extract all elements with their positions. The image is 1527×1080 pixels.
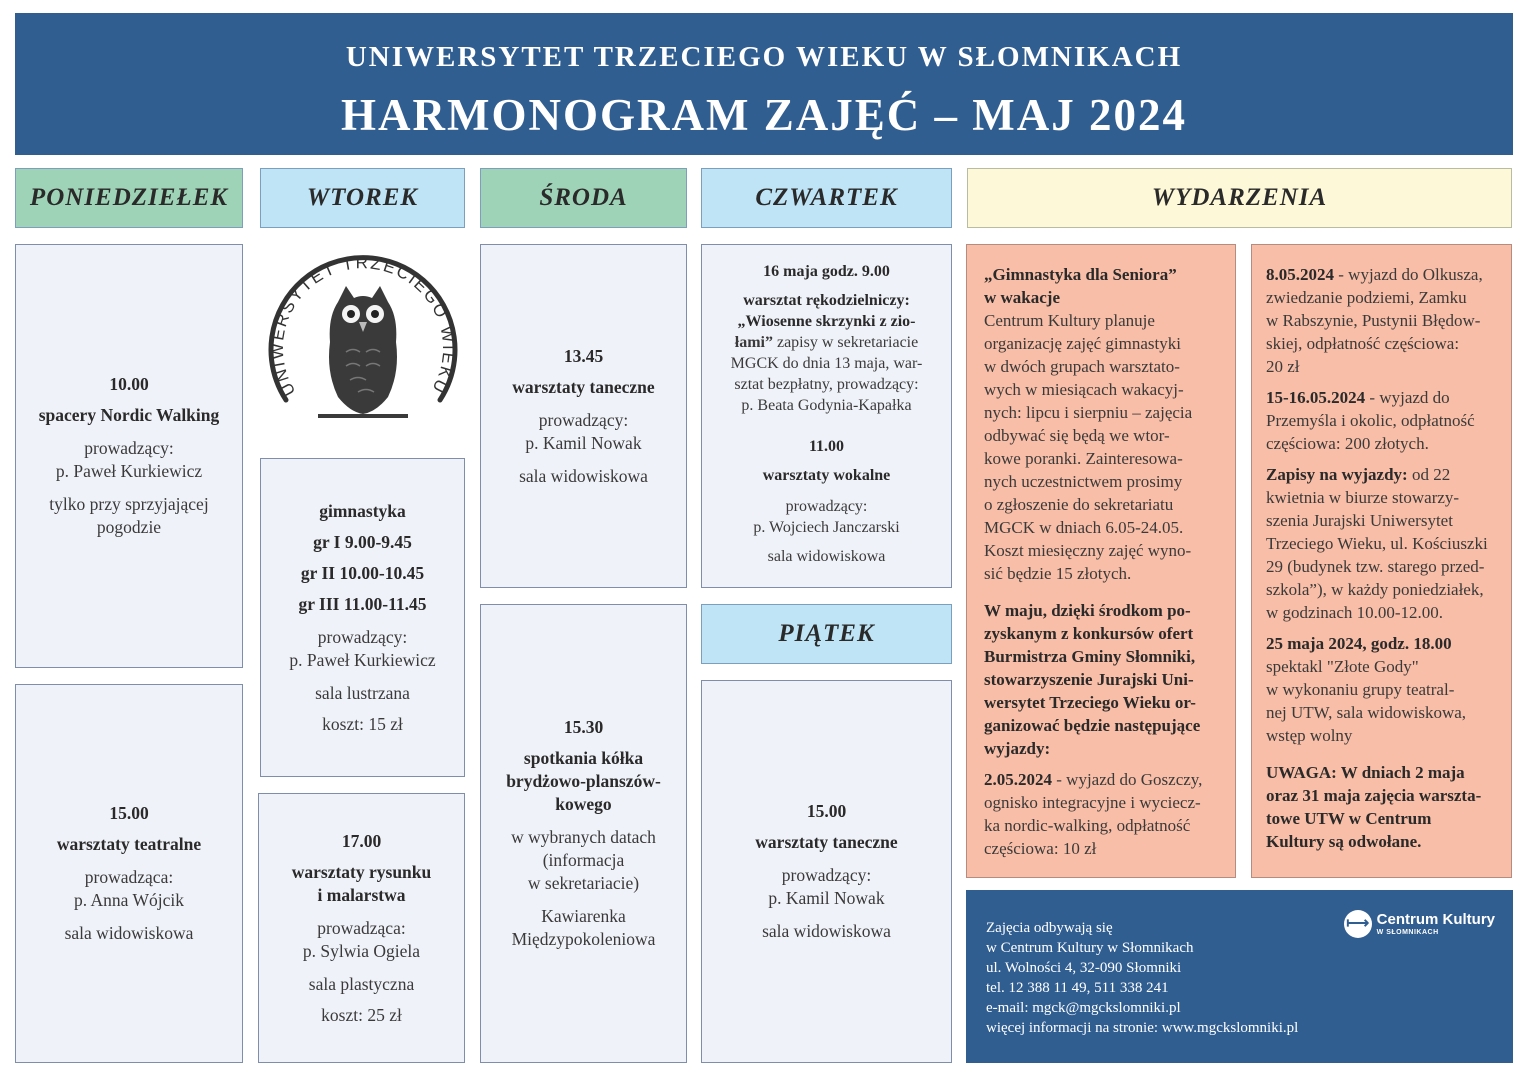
class-title: i malarstwa [317,884,406,905]
class-note: pogodzie [96,517,162,537]
class-time: 11.00 [808,438,845,455]
event-text-line: W maju, dzięki środkom po- [984,601,1191,620]
event-text-line: - wyjazd do Olkusza, [1334,265,1483,284]
instructor-name: p. Paweł Kurkiewicz [55,461,203,481]
day-header-friday: PIĄTEK [701,604,952,664]
monday-theatre-card [15,684,243,1063]
event-text-line: Centrum Kultury planuje [984,311,1155,330]
class-time: 17.00 [341,830,382,851]
instructor-label: prowadzący: [317,626,408,647]
class-time: 13.45 [563,345,604,366]
wednesday-dance-card [480,244,687,588]
instructor-name: p. Kamil Nowak [525,432,642,453]
event-text-line: w Rabszynie, Pustynii Błędow- [1266,311,1481,330]
event-text-line: nych: lipcu i sierpniu – zajęcia [984,403,1193,422]
event-text-line: Burmistrza Gminy Słomniki, [984,647,1196,666]
instructor-name: p. Kamil Nowak [768,888,885,908]
class-title: brydżowo-planszów- [506,771,661,791]
class-description: MGCK do dnia 13 maja, war- [730,355,923,372]
group-time: gr III 11.00-11.45 [298,593,427,614]
class-room: sala widowiskowa [519,465,648,486]
contact-line: ul. Wolności 4, 32-090 Słomniki [986,960,1182,976]
event-text-line: w godzinach 10.00-12.00. [1266,603,1444,622]
class-note: w wybranych datach [511,827,656,847]
group-time: gr II 10.00-10.45 [300,562,425,583]
tuesday-gymnastics-card [260,458,465,777]
event-text-line: Przemyśla i okolic, odpłatność [1266,411,1475,430]
class-title: kowego [555,794,612,814]
event-text-line: Koszt miesięczny zajęć wyno- [984,541,1192,560]
event-text-line: stowarzyszenie Jurajski Uni- [984,670,1194,689]
event-text-line: wstęp wolny [1266,726,1353,745]
class-title: warsztaty taneczne [755,832,898,852]
header-org-name: UNIWERSYTET TRZECIEGO WIEKU W SŁOMNIKACH [345,41,1183,73]
class-description: sztat bezpłatny, prowadzący: [734,376,919,393]
instructor-label: prowadzący: [785,498,868,515]
event-text-line: szenia Jurajski Uniwersytet [1266,511,1453,530]
owl-icon [258,242,468,452]
centrum-kultury-logo-icon: ⟼ [1344,910,1372,938]
instructor-label: prowadzący: [538,409,629,430]
event-text-line: spektakl "Złote Gody" [1266,657,1419,676]
contact-line: Zajęcia odbywają się [986,920,1113,936]
class-title: warsztat rękodzielniczy: [743,292,910,309]
class-room: Kawiarenka [541,906,626,926]
event-date: 15-16.05.2024 [1266,388,1366,407]
instructor-label: prowadzący: [781,865,872,885]
class-room: Międzypokoleniowa [511,929,656,949]
event-text-line: Kultury są odwołane. [1266,832,1422,851]
event-text-line: kowe poranki. Zainteresowa- [984,449,1183,468]
event-text-line: od 22 [1407,465,1451,484]
event-text-line: częściowa: 10 zł [984,839,1097,858]
monday-nordic-walking-card [15,244,243,668]
class-title: warsztaty teatralne [56,834,202,854]
day-header-monday: PONIEDZIEŁEK [15,168,243,228]
event-text-line: towe UTW w Centrum [1266,809,1432,828]
event-date: 2.05.2024 [984,770,1052,789]
class-title: spotkania kółka [523,748,644,768]
event-text-line: szkola”), w każdy poniedziałek, [1266,580,1484,599]
class-description: łami” zapisy w sekretariacie [734,334,919,351]
class-time: 10.00 [109,374,149,394]
event-text-line: nej UTW, sala widowiskowa, [1266,703,1467,722]
class-cost: koszt: 25 zł [321,1004,402,1025]
class-title: spacery Nordic Walking [38,405,220,425]
class-room: sala widowiskowa [767,548,886,565]
instructor-name: p. Beata Godynia-Kapałka [741,397,912,414]
instructor-label: prowadząca: [317,917,406,938]
event-text-line: w dwóch grupach warsztato- [984,357,1180,376]
contact-line: e-mail: mgck@mgckslomniki.pl [986,1000,1181,1016]
class-time: 16 maja godz. 9.00 [763,263,890,280]
event-text-line: o zgłoszenie do sekretariatu [984,495,1174,514]
event-text-line: ka nordic-walking, odpłatność [984,816,1191,835]
day-header-wednesday: ŚRODA [480,168,687,228]
contact-line: w Centrum Kultury w Słomnikach [986,940,1194,956]
events-left-panel [966,244,1236,878]
event-trip [1266,386,1495,455]
event-text-line: częściowa: 200 złotych. [1266,434,1429,453]
friday-dance-card [701,680,952,1063]
event-text-line: ognisko integracyjne i wyciecz- [984,793,1201,812]
contact-footer [966,890,1513,1063]
event-text-line: organizację zajęć gimnastyki [984,334,1181,353]
class-room: sala widowiskowa [64,923,194,943]
utw-seal-logo [258,242,468,452]
event-text-line: wych w miesiącach wakacyj- [984,380,1184,399]
class-note: (informacja [542,850,625,870]
event-text-line: wyjazdy: [984,739,1051,758]
instructor-label: prowadzący: [84,438,174,458]
event-description [984,309,1219,585]
day-header-tuesday: WTOREK [260,168,465,228]
seal-text: UNIWERSYTET TRZECIEGO WIEKU [267,253,459,400]
event-text-line: MGCK w dniach 6.05-24.05. [984,518,1184,537]
event-text-line: zyskanym z konkursów ofert [984,624,1194,643]
event-text-line: - wyjazd do Goszczy, [1052,770,1203,789]
event-text-line: UWAGA: W dniach 2 maja [1266,763,1465,782]
class-note: w sekretariacie) [527,873,640,893]
event-text-line: 20 zł [1266,357,1300,376]
class-room: sala plastyczna [308,973,415,994]
class-title: warsztaty rysunku [291,861,432,882]
class-title: warsztaty taneczne [512,376,655,397]
event-title: w wakacje [984,288,1061,307]
event-trip [984,768,1219,860]
centrum-kultury-logo [1344,910,1495,938]
event-text-line: oraz 31 maja zajęcia warszta- [1266,786,1482,805]
instructor-name: p. Wojciech Janczarski [753,519,900,536]
event-registration [1266,463,1495,624]
event-trip [1266,263,1495,378]
event-text-line: Trzeciego Wieku, ul. Kościuszki [1266,534,1488,553]
event-label: Zapisy na wyjazdy: [1266,465,1408,484]
event-warning [1266,761,1495,853]
class-room: sala lustrzana [315,682,410,703]
event-text-line: 29 (budynek tzw. starego przed- [1266,557,1485,576]
events-right-panel [1251,244,1512,878]
contact-line: tel. 12 388 11 49, 511 338 241 [986,980,1169,996]
event-text-line: w wykonaniu grupy teatral- [1266,680,1455,699]
wednesday-bridge-card [480,604,687,1063]
class-room: sala widowiskowa [762,921,891,941]
logo-subtitle: W SŁOMNIKACH [1376,928,1439,936]
event-date: 8.05.2024 [1266,265,1334,284]
event-announcement [984,599,1219,760]
class-note: tylko przy sprzyjającej [49,494,209,514]
event-text-line: skiej, odpłatność częściowa: [1266,334,1460,353]
class-title: łami” [734,334,773,351]
event-date: 25 maja 2024, godz. 18.00 [1266,634,1452,653]
tuesday-drawing-card [258,793,465,1063]
class-time: 15.30 [563,717,604,737]
events-header: WYDARZENIA [967,168,1512,228]
day-header-thursday: CZWARTEK [701,168,952,228]
instructor-name: p. Anna Wójcik [73,890,184,910]
event-text-line: - wyjazd do [1365,388,1450,407]
class-title: warsztaty wokalne [762,467,891,484]
group-time: gr I 9.00-9.45 [313,531,412,552]
logo-name: Centrum Kultury [1376,910,1495,928]
contact-line: więcej informacji na stronie: www.mgckslomniki.pl [986,1020,1299,1036]
event-performance [1266,632,1495,747]
event-text-line: odbywać się będą we wtor- [984,426,1170,445]
thursday-card [701,244,952,588]
event-text-line: wersytet Trzeciego Wieku or- [984,693,1196,712]
class-time: 15.00 [806,801,847,821]
class-title: „Wiosenne skrzynki z zio- [737,313,916,330]
instructor-label: prowadząca: [84,867,174,887]
class-time: 15.00 [109,803,149,823]
event-text-line: sić będzie 15 złotych. [984,564,1132,583]
instructor-name: p. Paweł Kurkiewicz [289,649,436,670]
event-text-line: ganizować będzie następujące [984,716,1201,735]
instructor-name: p. Sylwia Ogiela [302,940,421,961]
page-header [15,13,1513,155]
event-text-line: kwietnia w biurze stowarzy- [1266,488,1460,507]
event-text-line: nych uczestnictwem prosimy [984,472,1183,491]
class-cost: koszt: 15 zł [322,713,403,734]
event-title: „Gimnastyka dla Seniora” [984,265,1177,284]
page-title: HARMONOGRAM ZAJĘĆ – MAJ 2024 [341,90,1187,140]
class-title: gimnastyka [319,500,406,521]
event-text-line: zwiedzanie podziemi, Zamku [1266,288,1467,307]
